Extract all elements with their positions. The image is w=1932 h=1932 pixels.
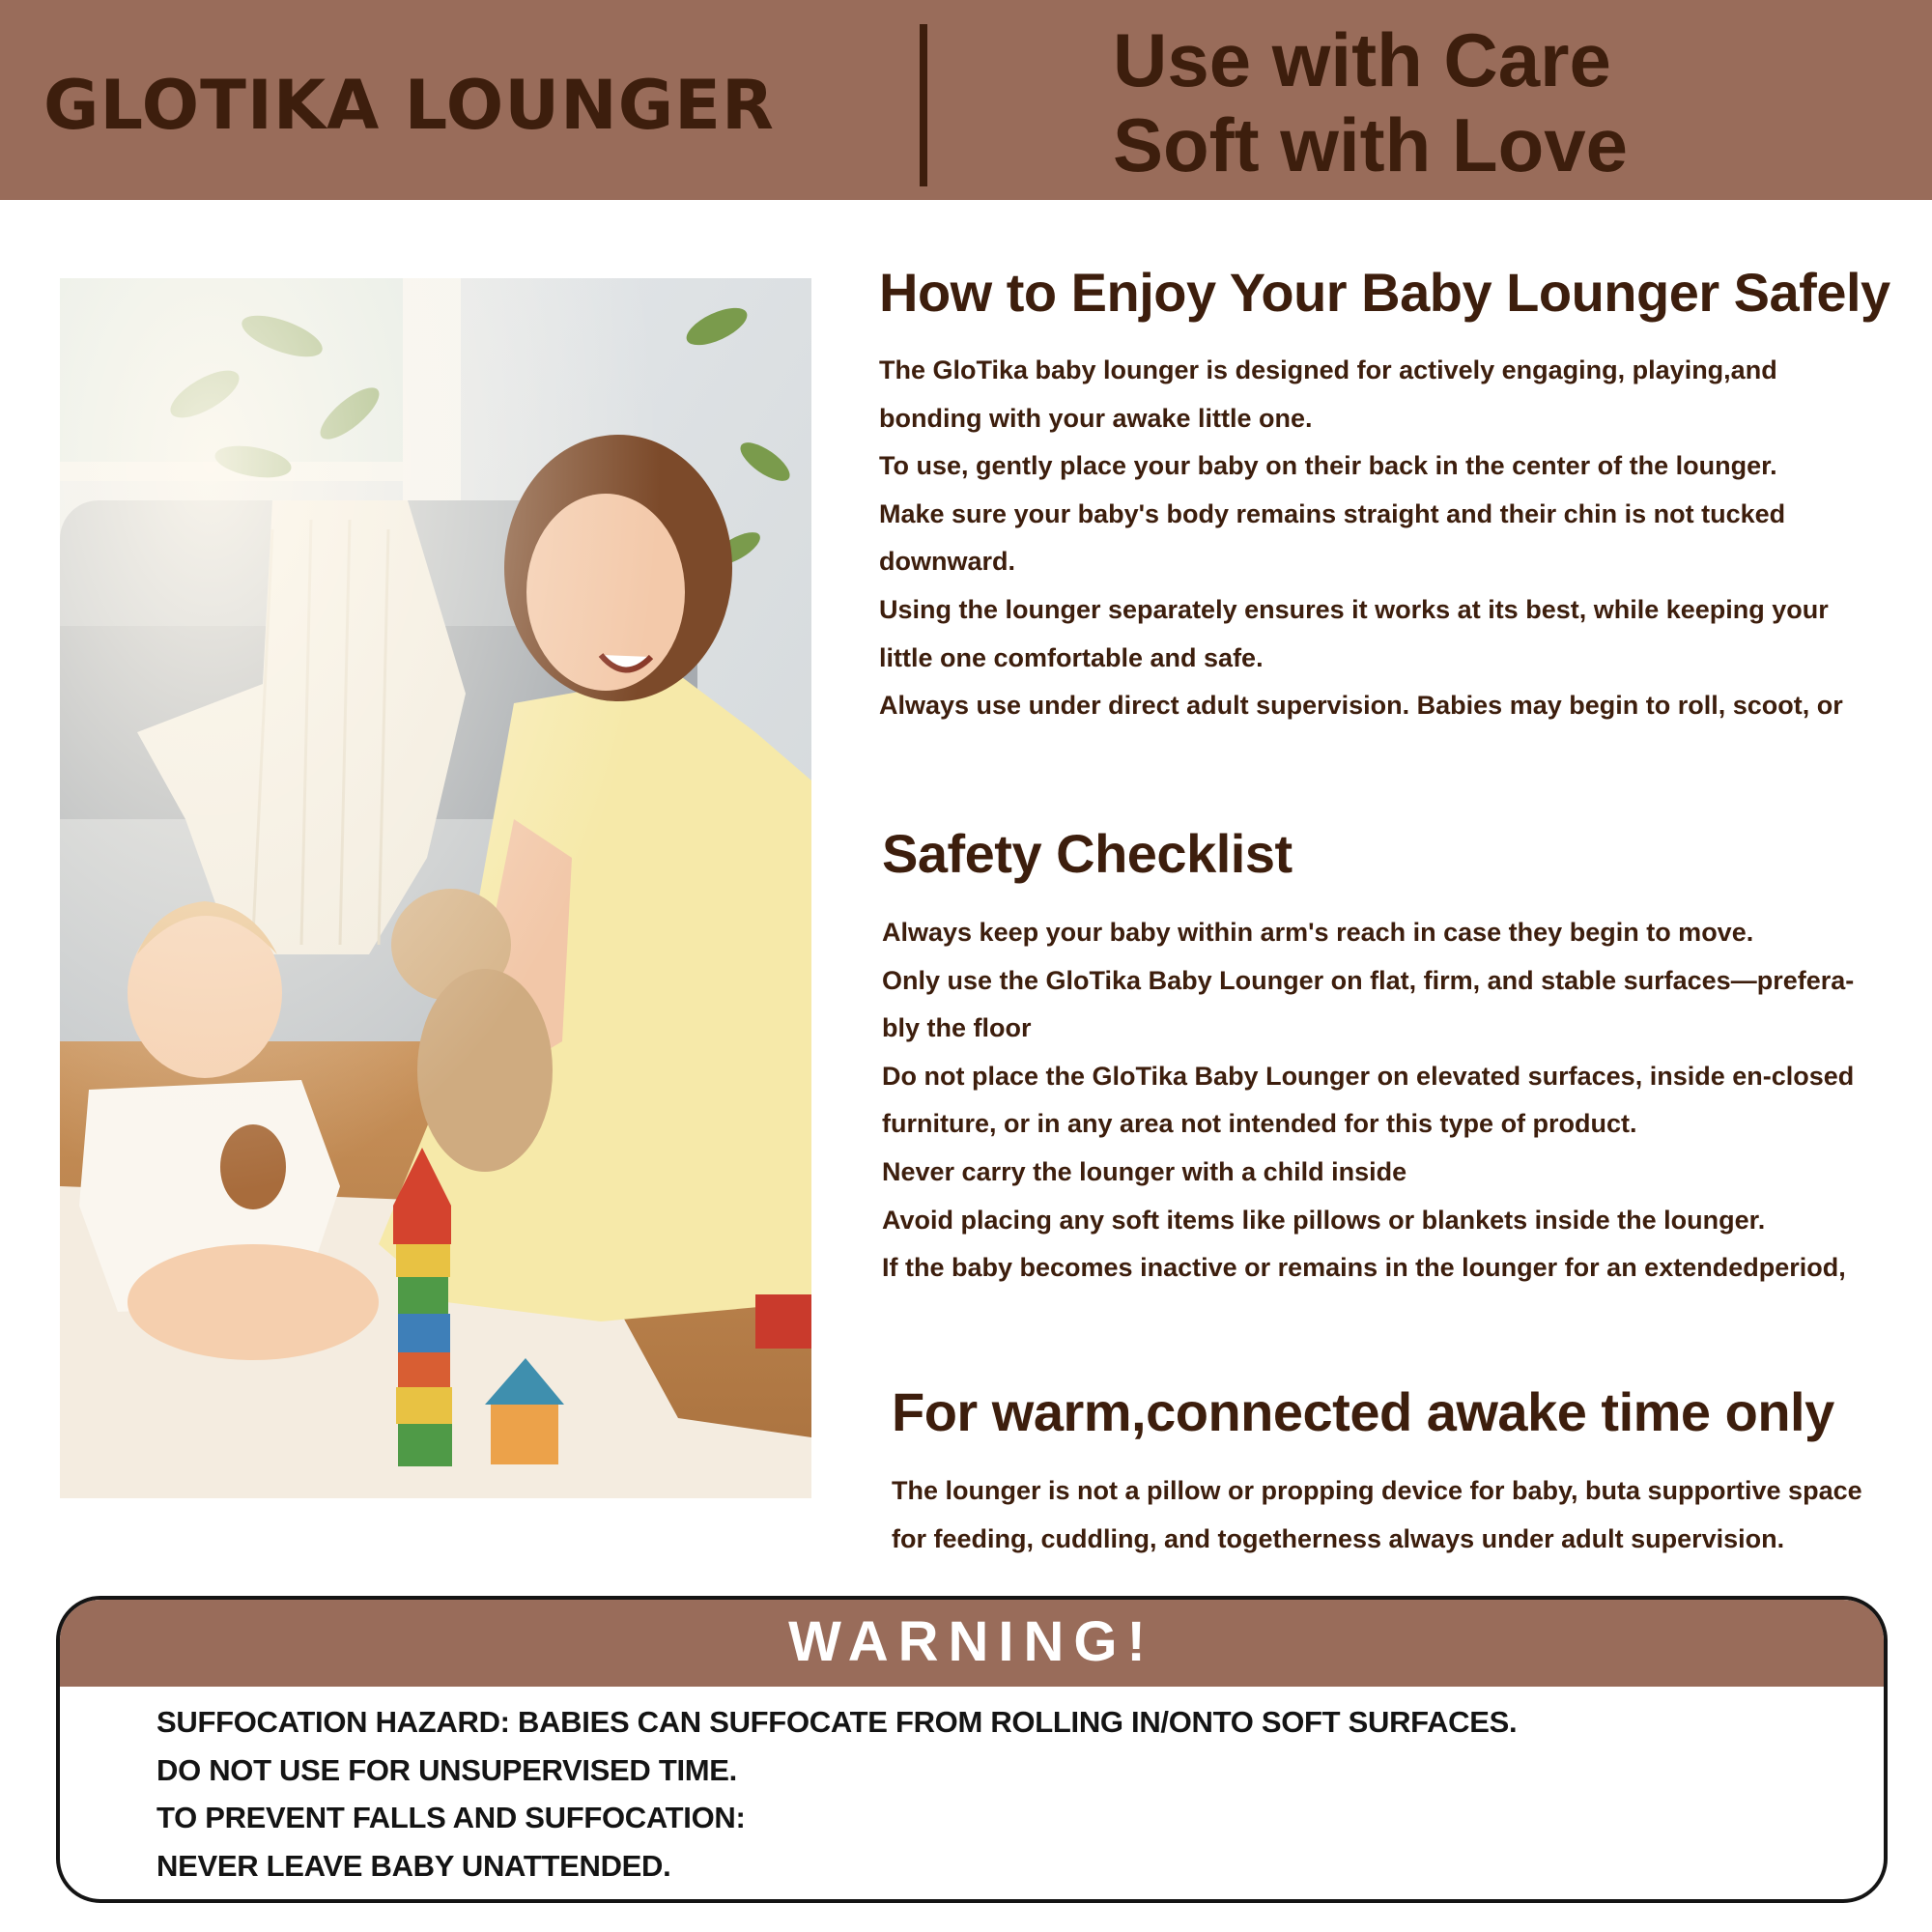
header-banner bbox=[0, 0, 1932, 200]
howto-line: Always use under direct adult supervision. Babies may begin to roll, scoot, or bbox=[879, 691, 1843, 721]
howto-title: How to Enjoy Your Baby Lounger Safely bbox=[879, 262, 1890, 323]
header-divider bbox=[920, 24, 927, 186]
awake-time-line: for feeding, cuddling, and togetherness always under adult supervision. bbox=[892, 1523, 1785, 1553]
howto-line: Using the lounger separately ensures it works at its best, while keeping your bbox=[879, 594, 1829, 624]
checklist-line: Never carry the lounger with a child inside bbox=[882, 1156, 1407, 1186]
checklist-line: Do not place the GloTika Baby Lounger on elevated surfaces, inside en-closed bbox=[882, 1061, 1855, 1091]
checklist-line: bly the floor bbox=[882, 1013, 1032, 1043]
checklist-line: Only use the GloTika Baby Lounger on flat, firm, and stable surfaces—prefera- bbox=[882, 965, 1855, 995]
warning-header bbox=[60, 1600, 1884, 1687]
checklist-line: If the baby becomes inactive or remains in the lounger for an extendedperiod, bbox=[882, 1253, 1846, 1283]
howto-line: bonding with your awake little one. bbox=[879, 403, 1313, 433]
howto-line: The GloTika baby lounger is designed for actively engaging, playing,and bbox=[879, 355, 1777, 384]
awake-time-line: The lounger is not a pillow or propping device for baby, buta supportive space bbox=[892, 1476, 1862, 1505]
warning-line: NEVER LEAVE BABY UNATTENDED. bbox=[156, 1848, 671, 1883]
checklist-title: Safety Checklist bbox=[882, 823, 1293, 884]
warning-line: DO NOT USE FOR UNSUPERVISED TIME. bbox=[156, 1752, 737, 1787]
checklist-line: Avoid placing any soft items like pillows or blankets inside the lounger. bbox=[882, 1205, 1766, 1235]
safety-checklist-section bbox=[882, 820, 1858, 1293]
awake-time-title: For warm,connected awake time only bbox=[892, 1381, 1834, 1442]
awake-time-section bbox=[892, 1378, 1867, 1563]
howto-line: little one comfortable and safe. bbox=[879, 642, 1264, 672]
howto-section bbox=[879, 259, 1890, 730]
howto-line: To use, gently place your baby on their back in the center of the lounger. bbox=[879, 451, 1777, 481]
tagline-line-2: Soft with Love bbox=[1113, 102, 1628, 187]
howto-line: Make sure your baby's body remains straight and their chin is not tucked bbox=[879, 498, 1786, 528]
warning-line: TO PREVENT FALLS AND SUFFOCATION: bbox=[156, 1801, 746, 1834]
tagline bbox=[1113, 17, 1628, 187]
warning-title: WARNING! bbox=[788, 1610, 1155, 1673]
howto-line: downward. bbox=[879, 547, 1015, 577]
warning-box bbox=[56, 1596, 1888, 1903]
checklist-line: Always keep your baby within arm's reach in case they begin to move. bbox=[882, 918, 1754, 947]
mother-and-baby-photo bbox=[60, 278, 811, 1498]
brand-name: GLOTIKA LOUNGER bbox=[43, 66, 775, 145]
tagline-line-1: Use with Care bbox=[1113, 17, 1611, 102]
warning-line: SUFFOCATION HAZARD: BABIES CAN SUFFOCATE FROM ROLLING IN/ONTO SOFT SURFACES. bbox=[156, 1705, 1518, 1739]
checklist-line: furniture, or in any area not intended for this type of product. bbox=[882, 1109, 1637, 1139]
